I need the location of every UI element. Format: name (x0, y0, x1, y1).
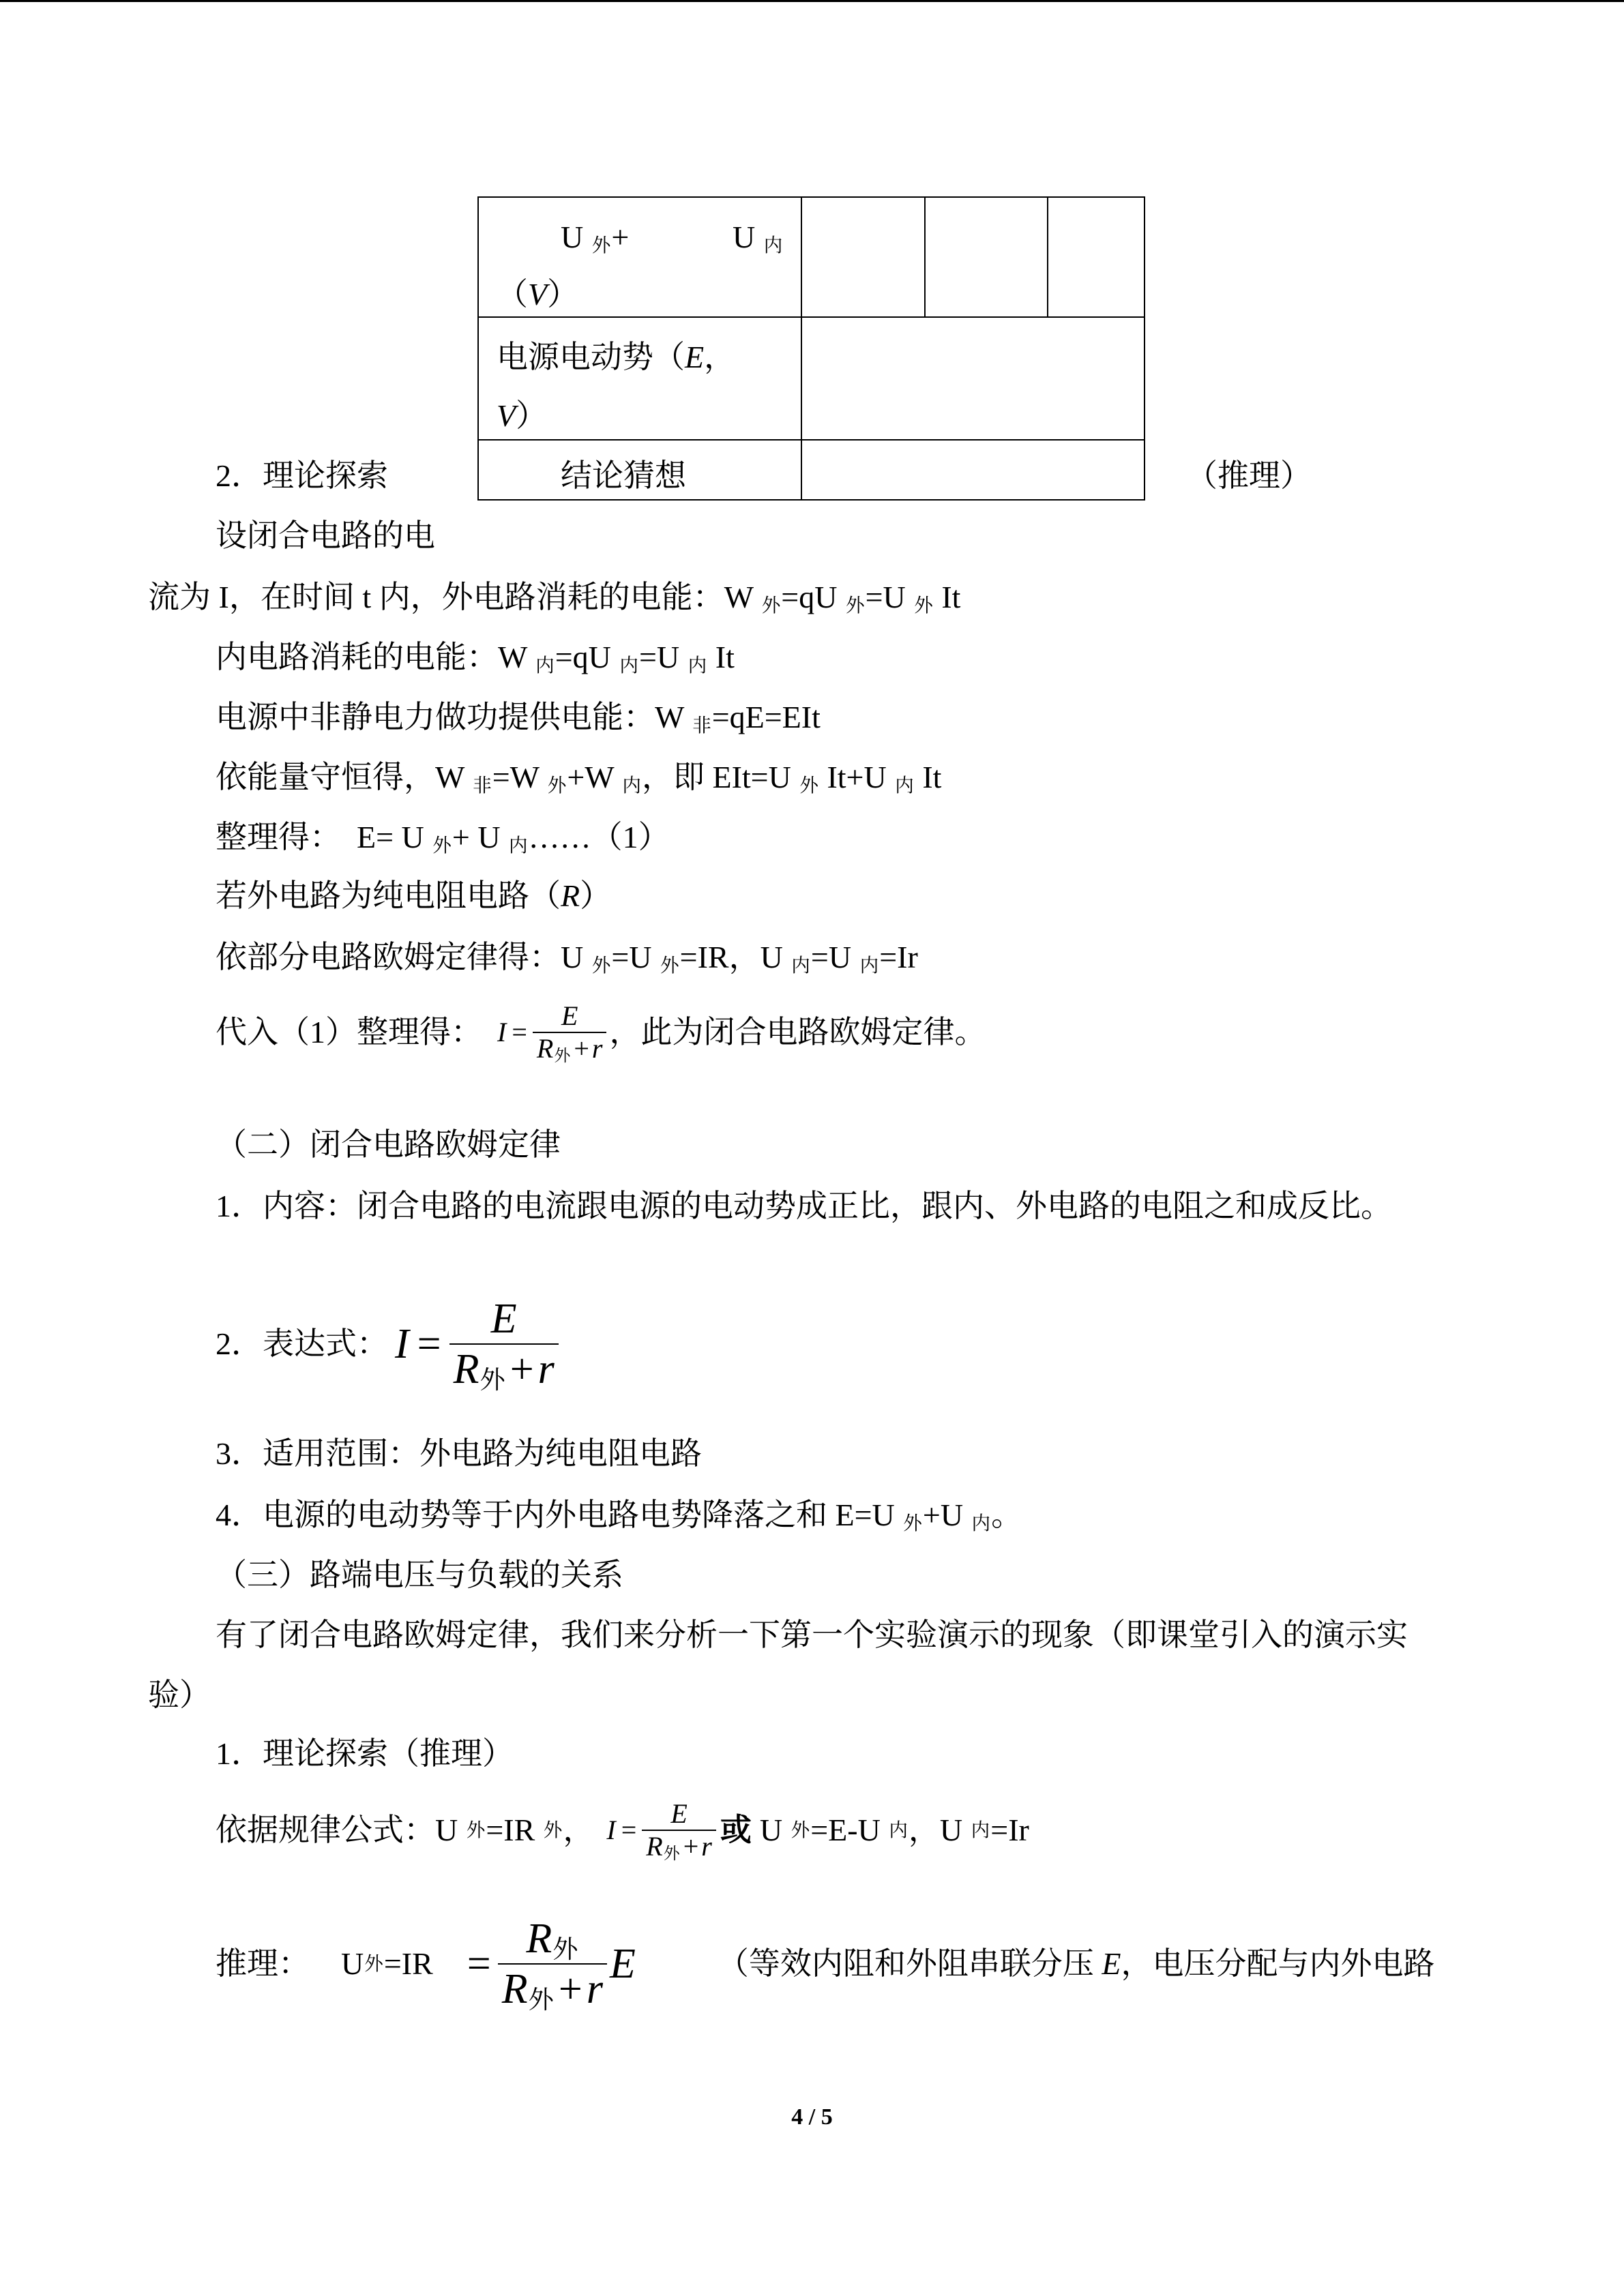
text-run: ） (580, 878, 612, 913)
text-run: 若外电路为纯电阻电路（ (216, 878, 561, 913)
text-run: ，即 EIt=U (641, 760, 799, 794)
text-run: =Ir (990, 1813, 1029, 1847)
text-run: =U (810, 940, 859, 974)
text-run: U (733, 220, 763, 254)
denominator (449, 1345, 559, 1394)
plus-sign: + (558, 1966, 582, 2012)
fraction (642, 1798, 716, 1862)
subscript: 外 (591, 955, 611, 976)
italic-symbol: R (561, 878, 580, 913)
subscript: 内 (859, 955, 879, 976)
table-row-divider (479, 316, 1144, 318)
fraction (533, 1000, 607, 1064)
or-connector: 或 (720, 1813, 752, 1847)
expression-line (216, 1289, 559, 1399)
subscript: 非 (692, 715, 711, 736)
basis-line: 依据规律公式：U 外 =IR 外 ， I = $\frac{E}{R_外 + r}$ 或 U 外 =E-U 内 ，U 内 =Ir (216, 1798, 1029, 1864)
subscript: 外 (591, 235, 611, 256)
results-table (477, 196, 1145, 501)
paragraph-line: 有了闭合电路欧姆定律，我们来分析一下第一个实验演示的现象（即课堂引入的演示实 (216, 1617, 1408, 1652)
table-column-divider (924, 198, 926, 316)
ohm-law-formula (395, 1294, 559, 1394)
text-run: （等效内阻和外阻串联分压 (717, 1946, 1102, 1981)
source-energy-line (216, 698, 821, 736)
text-run: ，电压分配与内外电路 (1121, 1946, 1435, 1981)
text-run: +W (567, 760, 622, 794)
voltage-divider-formula (467, 1914, 636, 2014)
theory-intro: 设闭合电路的电 (216, 518, 435, 553)
equals-sign: = (512, 1017, 527, 1047)
formula-symbol: R (526, 1915, 552, 1962)
formula-symbol: U (341, 1946, 364, 1981)
numerator (449, 1294, 559, 1345)
formula-symbol: R (536, 1033, 554, 1064)
page-number: 4 / 5 (791, 2104, 833, 2130)
numerator (642, 1798, 716, 1831)
closed-circuit-formula (497, 1000, 606, 1064)
formula-symbol: r (586, 1966, 603, 2012)
text-run: 。 (991, 1497, 1023, 1532)
subscript: 外 (547, 775, 567, 796)
formula-symbol: E (670, 1798, 688, 1829)
plus-sign: + (510, 1346, 534, 1392)
italic-symbol: V (497, 398, 516, 433)
text-run: ，此为闭合电路欧姆定律。 (609, 1015, 986, 1049)
text-run: U (759, 1813, 791, 1847)
numerator (533, 1000, 607, 1033)
formula-symbol: E (490, 1296, 517, 1342)
text-run: + (611, 220, 630, 254)
fraction (498, 1914, 607, 2014)
subscript: 内 (535, 655, 555, 676)
text-run: 内电路消耗的电能：W (216, 640, 535, 674)
denominator (642, 1831, 716, 1862)
text-run: 流为 I，在时间 t 内，外电路消耗的电能：W (148, 580, 761, 614)
formula-symbol: r (701, 1831, 712, 1862)
text-run: =qU (781, 580, 845, 614)
text-run: =IR (383, 1946, 433, 1981)
subscript: 外 (432, 835, 452, 856)
table-row3-label: 结论猜想 (561, 458, 686, 493)
conservation-line (216, 758, 941, 796)
text-run: =U (611, 940, 660, 974)
text-run: ） (516, 398, 548, 433)
text-run: It (933, 580, 961, 614)
table-row1-unit (497, 275, 578, 314)
text-run: =Ir (879, 940, 918, 974)
subscript: 内 (619, 655, 638, 676)
table-row2-label (497, 338, 735, 376)
denominator (533, 1033, 607, 1064)
subscript: 内 (895, 775, 914, 796)
subscript: 外 (799, 775, 818, 796)
inner-energy-line (216, 638, 735, 676)
text-run: （ (497, 277, 528, 312)
italic-symbol: E (1102, 1946, 1121, 1981)
formula-symbol: r (591, 1033, 603, 1064)
text-run: =qU (555, 640, 619, 674)
subscript: 内 (763, 235, 783, 256)
text-run: ， (704, 340, 736, 374)
terminal-voltage-heading: （三）路端电压与负载的关系 (216, 1557, 623, 1592)
formula-symbol: R (501, 1966, 528, 2012)
italic-symbol: E (685, 340, 705, 374)
text-run: 依能量守恒得，W (216, 760, 473, 794)
subscript: 外 (914, 595, 933, 616)
formula-symbol: I (395, 1321, 409, 1367)
subscript: 内 (688, 655, 707, 676)
text-run: It (914, 760, 942, 794)
text-run: =U (865, 580, 914, 614)
subscript: 外 (663, 1845, 680, 1864)
text-run: =E-U (810, 1813, 889, 1847)
text-run: U (561, 220, 591, 254)
table-row1-inner-label (733, 218, 783, 256)
text-run: 2．表达式： (216, 1326, 388, 1361)
equals-sign: = (467, 1941, 491, 1987)
formula-symbol: E (609, 1941, 636, 1987)
text-run: It+U (818, 760, 895, 794)
paragraph-line: 验） (148, 1678, 211, 1712)
table-row2-label-cont (497, 397, 547, 435)
equals-sign: = (417, 1321, 441, 1367)
terminal-theory-heading: 1．理论探索（推理） (216, 1736, 514, 1771)
text-run: =IR，U (679, 940, 791, 974)
substitute-line (216, 992, 986, 1073)
table-column-divider (801, 198, 802, 499)
plus-sign: + (574, 1033, 589, 1064)
theory-heading: 2．理论探索 (216, 458, 388, 493)
table-row-divider (479, 439, 1144, 441)
plus-sign: + (683, 1831, 699, 1862)
text-run: ……（1） (528, 820, 670, 854)
formula-symbol: E (561, 1000, 578, 1031)
numerator (498, 1914, 607, 1965)
outer-energy-line (148, 578, 960, 616)
italic-symbol: V (528, 277, 548, 312)
law-scope: 3．适用范围：外电路为纯电阻电路 (216, 1436, 702, 1471)
law-heading: （二）闭合电路欧姆定律 (216, 1127, 561, 1162)
text-run: 依据规律公式：U (216, 1813, 466, 1847)
basis-formula (606, 1798, 715, 1862)
text-run: 电源电动势（ (497, 340, 685, 374)
table-row1-sum-label (561, 218, 629, 256)
subscript: 外 (554, 1047, 571, 1066)
text-run: ， (563, 1813, 595, 1847)
text-run: =IR (486, 1813, 543, 1847)
text-run: 整理得： E= U (216, 820, 432, 854)
text-run: ，U (908, 1813, 971, 1847)
equals-sign: = (621, 1815, 637, 1845)
subscript: 外 (479, 1367, 505, 1395)
text-run: It (707, 640, 735, 674)
emf-sum-line (216, 1496, 1022, 1534)
text-run: 4．电源的电动势等于内外电路电势降落之和 E=U (216, 1497, 903, 1532)
text-run: + U (452, 820, 509, 854)
subscript: 内 (509, 835, 528, 856)
arrange-line (216, 818, 670, 856)
fraction (449, 1294, 559, 1394)
text-run: 代入（1）整理得： (216, 1015, 482, 1049)
text-run: 推理： (216, 1946, 310, 1981)
subscript: 外 (528, 1986, 554, 2015)
subscript: 非 (473, 775, 492, 796)
partial-ohm-line (216, 938, 918, 976)
formula-symbol: I (606, 1815, 616, 1845)
text-run: 依部分电路欧姆定律得：U (216, 940, 591, 974)
text-run: =U (638, 640, 688, 674)
subscript: 内 (971, 1512, 991, 1534)
text-run: +U (922, 1497, 971, 1532)
top-border (0, 0, 1624, 2)
text-run: 电源中非静电力做功提供电能：W (216, 700, 692, 734)
table-column-divider (1047, 198, 1048, 316)
subscript: 外 (660, 955, 679, 976)
text-run: =W (492, 760, 547, 794)
law-content: 1．内容：闭合电路的电流跟电源的电动势成正比，跟内、外电路的电阻之和成反比。 (216, 1189, 1392, 1223)
denominator (498, 1965, 607, 2014)
subscript: 外 (761, 595, 781, 616)
formula-symbol: R (646, 1831, 663, 1862)
formula-symbol: I (497, 1017, 507, 1047)
subscript: 外 (552, 1936, 578, 1965)
pure-resistance-line (216, 877, 611, 915)
subscript: 内 (622, 775, 641, 796)
formula-symbol: R (453, 1346, 479, 1392)
subscript: 外 (903, 1512, 922, 1534)
subscript: 内 (791, 955, 810, 976)
formula-symbol: r (537, 1346, 555, 1392)
text-run: ） (547, 277, 579, 312)
deduction-line: 推理： U 外 =IR = $\frac{R_外}{R_外 +r}$ E （等效内阻和外阻串联分压 E ，电压分配与内外电路 (216, 1915, 1435, 2015)
subscript: 外 (845, 595, 865, 616)
text-run: =qE=EIt (711, 700, 821, 734)
theory-note: （推理） (1186, 458, 1312, 493)
